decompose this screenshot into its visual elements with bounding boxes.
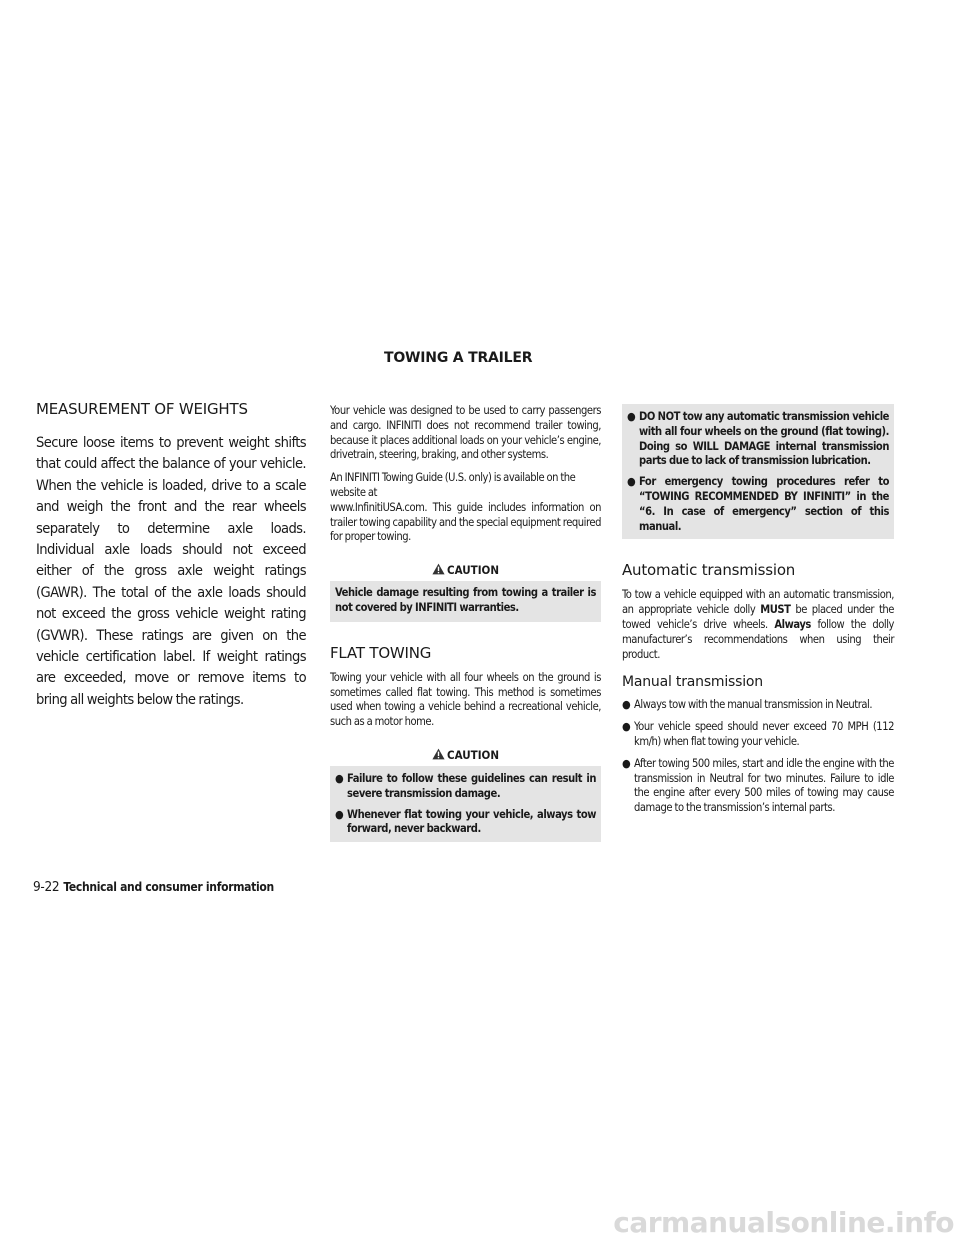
flat-towing-heading: FLAT TOWING (330, 643, 432, 662)
flat-towing-body: Towing your vehicle with all four wheels on the ground is sometimes called flat towing. This method is sometimes used when towing a vehicle behind a recreational vehicle, such as a motor home. (330, 670, 601, 729)
automatic-transmission-body: To tow a vehicle equipped with an automatic transmission, an appropriate vehicle dolly MUST be placed under the towed vehicle’s drive wheels. Always follow the dolly manufacturer’s recommendations when using their product. (622, 588, 894, 661)
bullet-icon: ● (335, 807, 344, 821)
caution-label: CAUTION (446, 563, 499, 578)
column-left (36, 400, 306, 710)
watermark: carmanualsonline.info (613, 1206, 954, 1239)
manual-transmission-heading: Manual transmission (622, 674, 763, 691)
measurement-heading: MEASUREMENT OF WEIGHTS (36, 400, 248, 418)
towing-guide-line: An INFINITI Towing Guide (U.S. only) is available on the website at (330, 471, 576, 499)
caution-text: Vehicle damage resulting from towing a trailer is not covered by INFINITI warranties. (335, 586, 596, 614)
caution-heading-2 (330, 748, 601, 762)
caution-label: CAUTION (446, 747, 499, 762)
column-middle (330, 404, 601, 842)
caution-box-1 (330, 581, 601, 622)
manual-transmission-list (622, 698, 894, 816)
section-title: TOWING A TRAILER (384, 350, 533, 366)
column-right (622, 404, 894, 823)
caution-heading-1 (330, 563, 601, 577)
automatic-transmission-heading: Automatic transmission (622, 561, 796, 580)
bullet-icon: ● (622, 756, 631, 770)
intro-paragraph: Your vehicle was designed to be used to carry passengers and cargo. INFINITI does not recommend trailer towing, because it places additional loads on your vehicle’s engine, drivetrain, steering, braking, and other systems. (330, 404, 601, 462)
bullet-icon: ● (627, 475, 636, 489)
page-footer (33, 879, 274, 895)
list-item: ● After towing 500 miles, start and idle the engine with the transmission in Neutral for two minutes. Failure to idle the engine after every 500 miles of towing may cause damage to the transmission’s internal parts. (622, 756, 894, 815)
bullet-icon: ● (622, 720, 631, 734)
warning-triangle-icon (432, 748, 445, 760)
measurement-body: Secure loose items to prevent weight shifts that could affect the balance of your vehicle. When the vehicle is loaded, drive to a scale and weigh the front and the rear wheels separately to determine axle loads. Individual axle loads should not exceed either of the gross axle weight ratings (GAWR). The total of the axle loads should not exceed the gross vehicle weight rating (GVWR). These ratings are given on the vehicle certification label. If weight ratings are exceeded, move or remove items to bring all weights below the ratings. (36, 434, 306, 708)
list-item: ● Your vehicle speed should never exceed 70 MPH (112 km/h) when flat towing your vehicle. (622, 720, 894, 748)
warning-triangle-icon (432, 563, 445, 575)
bullet-icon: ● (627, 410, 636, 423)
must-emphasis: MUST (760, 603, 791, 617)
caution-item: ● Failure to follow these guidelines can result in severe transmission damage. (335, 771, 596, 800)
caution-box-2-continued (622, 404, 894, 539)
towing-guide-paragraph: www.InfinitiUSA.com. This guide includes information on trailer towing capability and the special equipment required for proper towing. (330, 500, 601, 544)
footer-title: Technical and consumer information (63, 880, 274, 894)
caution-item: ● DO NOT tow any automatic transmission vehicle with all four wheels on the ground (flat towing). Doing so WILL DAMAGE internal transmission parts due to lack of transmission lubrication. (627, 410, 889, 468)
caution-item: ● Whenever flat towing your vehicle, always tow forward, never backward. (335, 807, 596, 836)
caution-item: ● For emergency towing procedures refer to “TOWING RECOMMENDED BY INFINITI” in the “6. In case of emergency” section of this manual. (627, 475, 889, 533)
list-item: ● Always tow with the manual transmission in Neutral. (622, 698, 873, 712)
page-number: 9-22 (33, 879, 60, 895)
caution-box-2 (330, 766, 601, 842)
always-emphasis: Always (774, 617, 811, 631)
bullet-icon: ● (622, 698, 631, 712)
bullet-icon: ● (335, 771, 344, 785)
